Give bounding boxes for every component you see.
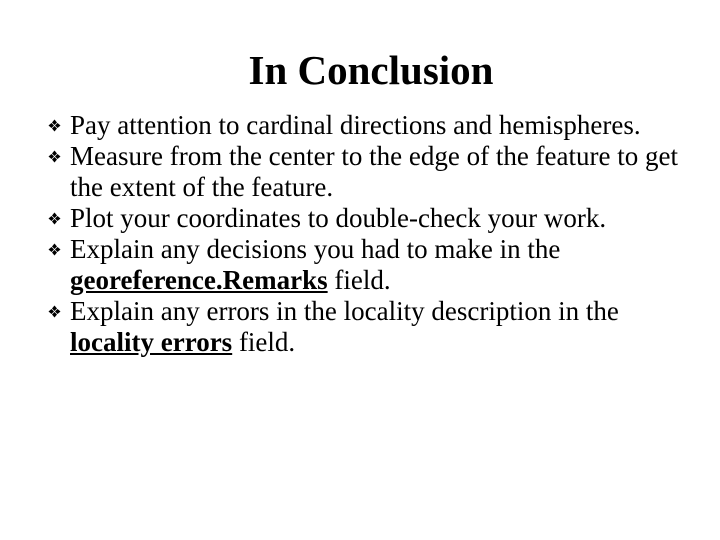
field-name-locality-errors: locality errors (70, 327, 233, 357)
bullet-item (0, 141, 720, 203)
bullet-text-suffix: field. (232, 327, 296, 357)
bullet-item (0, 296, 720, 358)
bullet-text: Measure from the center to the edge of the feature to get the extent of the feature. (70, 141, 678, 202)
bullet-text: Plot your coordinates to double-check your work. (70, 203, 607, 233)
bullet-item (0, 234, 720, 296)
bullet-text-prefix: Explain any errors in the locality description in the (70, 296, 619, 326)
bullet-text-prefix: Explain any decisions you had to make in the (70, 234, 561, 264)
diamond-bullet-icon (48, 150, 61, 163)
slide-title: In Conclusion (248, 47, 494, 93)
bullet-text: Pay attention to cardinal directions and hemispheres. (70, 110, 641, 140)
bullet-list (0, 110, 720, 358)
bullet-text-suffix: field. (327, 265, 391, 295)
diamond-bullet-icon (48, 119, 61, 132)
diamond-bullet-icon (48, 243, 61, 256)
diamond-bullet-icon (48, 305, 61, 318)
bullet-item (0, 110, 720, 141)
diamond-bullet-icon (48, 212, 61, 225)
bullet-item (0, 203, 720, 234)
field-name-georeference-remarks: georeference.Remarks (70, 265, 328, 295)
